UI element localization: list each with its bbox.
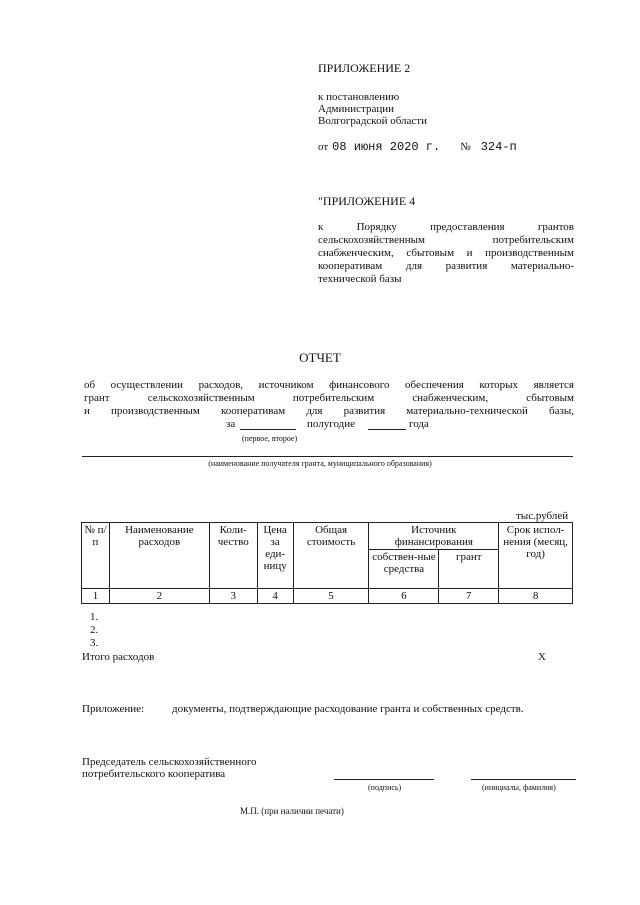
period-half-label: полугодие: [307, 418, 356, 430]
date-prefix: от: [318, 141, 329, 153]
signatory-title-line2: потребительского кооператива: [82, 768, 226, 780]
col-number: 2: [109, 589, 209, 604]
table-header-row: [82, 523, 573, 550]
col-number: 1: [82, 589, 110, 604]
report-title: ОТЧЕТ: [299, 350, 341, 365]
col-number: 4: [257, 589, 293, 604]
number-prefix: №: [460, 141, 471, 153]
to-resolution-text: к постановлению: [318, 91, 400, 103]
total-label: Итого расходов: [82, 651, 155, 663]
period-hint: (первое, второе): [242, 434, 298, 443]
stamp-note: М.П. (при наличии печати): [240, 806, 344, 816]
name-hint: (инициалы, фамилия): [482, 783, 556, 792]
signature-line: [334, 779, 434, 780]
appendix-4-line: к Порядку предоставления грантов: [318, 221, 574, 233]
header-name: Наименование расходов: [109, 523, 209, 589]
report-desc-line: грант сельскохозяйственным потребительским снабженческим, сбытовым: [84, 392, 574, 404]
header-num: № п/п: [82, 523, 110, 589]
region-text: Волгоградской области: [318, 115, 427, 127]
appendix-4-title: "ПРИЛОЖЕНИЕ 4: [318, 194, 416, 208]
table-column-numbers-row: [82, 589, 573, 604]
period-za: за: [226, 418, 236, 430]
col-number: 7: [439, 589, 499, 604]
header-total: Общая стоимость: [293, 523, 369, 589]
name-line: [471, 779, 576, 780]
appendix-4-line: кооперативам для развития материально-: [318, 260, 574, 272]
header-qty: Коли-чество: [209, 523, 257, 589]
resolution-date-line: [318, 137, 517, 155]
header-term: Срок испол-нения (месяц, год): [499, 523, 573, 589]
administration-text: Администрации: [318, 103, 395, 115]
col-number: 5: [293, 589, 369, 604]
header-price: Цена за еди-ницу: [257, 523, 293, 589]
report-description: [84, 379, 574, 418]
attachment-text: документы, подтверждающие расходование гранта и собственных средств.: [172, 703, 524, 715]
appendix-4-line: снабженческим, сбытовым и производственным: [318, 247, 574, 259]
table-row: 3.: [90, 637, 99, 649]
recipient-line: [82, 456, 573, 457]
header-grant: грант: [439, 550, 499, 589]
resolution-date: 08 июня 2020 г.: [332, 140, 441, 154]
col-number: 8: [499, 589, 573, 604]
appendix-4-line: сельскохозяйственным потребительским: [318, 234, 574, 246]
appendix-2-title: ПРИЛОЖЕНИЕ 2: [318, 61, 411, 75]
period-year-label: года: [409, 418, 429, 430]
col-number: 3: [209, 589, 257, 604]
col-number: 6: [369, 589, 439, 604]
attachment-label: Приложение:: [82, 703, 145, 715]
period-half-blank: [240, 429, 296, 430]
expense-table: [81, 522, 573, 604]
period-year-blank: [368, 429, 406, 430]
header-source: Источник финансирования: [369, 523, 499, 550]
units-label: тыс.рублей: [516, 510, 569, 522]
header-own-funds: собствен-ные средства: [369, 550, 439, 589]
resolution-number: 324-п: [480, 140, 517, 154]
table-row: 1.: [90, 611, 99, 623]
appendix-4-line: технической базы: [318, 273, 402, 285]
signature-hint: (подпись): [368, 783, 402, 792]
report-desc-line: и производственным кооперативам для развития материально-технической базы,: [84, 405, 574, 417]
total-mark: Х: [538, 651, 546, 663]
appendix-4-description: [318, 221, 574, 286]
report-desc-line: об осуществлении расходов, источником финансового обеспечения которых является: [84, 379, 574, 391]
table-row: 2.: [90, 624, 99, 636]
recipient-hint: (наименование получателя гранта, муниципального образования): [208, 459, 432, 468]
signatory-title-line1: Председатель сельскохозяйственного: [82, 756, 257, 768]
